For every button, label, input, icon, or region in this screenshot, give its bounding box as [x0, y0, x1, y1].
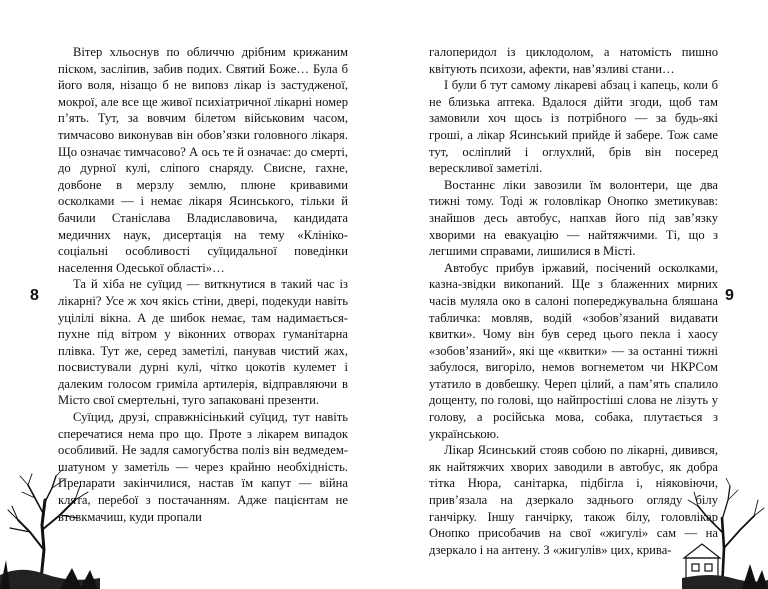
tree-and-house-sketch-icon	[682, 478, 768, 589]
paragraph: І були б тут самому лікареві абзац і капець, коли б не близька аптека. Вдалося дійти згоди, щоб там замовили хоч щось із потрібного — за будь-які гроші, а лікар Ясинський прийде й забере. Тож саме тут, осліплий і оглухлий, брів він посеред верескливої заметілі.	[429, 78, 718, 176]
page-number: 9	[725, 287, 734, 304]
paragraph: Автобус прибув іржавий, посічений осколками, казна-звідки викопаний. Ще з блаженних мирних часів муляла око в салоні попереджувальна бляшана табличка: мовляв, водій «зобов’язаний видавати квитки». Чому він був серед цього пекла і хаосу «зобов’язаний», які ще «квитки» — за останні тижні забулося, вигоріло, немов вогнеметом чи НКРСом утатило в довбешку. Череп цілий, а пам’ять спалило дощенту, по голові, що найпростіші слова не лізуть у голову, а російська мова, собака, плутається з українською.	[429, 260, 718, 441]
paragraph: Востаннє ліки завозили їм волонтери, ще два тижні тому. Тоді ж головлікар Онопко зметикував: знайшов десь автобус, напхав його під зав’язку хворими на евакуацію — найтяжчими. Ті, що з легшими справами, лишилися в Місті.	[429, 177, 718, 259]
bare-tree-sketch-icon	[0, 470, 100, 589]
left-page-text	[58, 44, 348, 525]
paragraph: галоперидол із циклодолом, а натомість пишно квітують психози, афекти, нав’язливі стани…	[429, 45, 718, 76]
paragraph: Та й хіба не суїцид — виткнутися в такий час із лікарні? Усе ж хоч якісь стіни, двері, подекуди навіть уцілілі вікна. А де шибок немає, там надимається-пухне під вітром у віконних отворах гуманітарна плівка. Тут же, серед заметілі, панував чистий жах, посвистували дурні кулі, чітко цокотів кулемет і далеким голосом гриміла артилерія, відправляючи в Місто свої смертельні, туго запаковані презенти.	[58, 277, 348, 408]
paragraph: Лікар Ясинський стояв собою по лікарні, дивився, як найтяжчих хворих заводили в автобус, як добра тітка Нюра, санітарка, підбігла і, ніяковіючи, прив’язала на дзеркало заднього огляду білу ганчірку. Іншу ганчірку, також білу, головлікар Онопко присобачив на свої «жигулі» сам — на дзеркало і на антену. З «жигулів» цих, крива-	[429, 443, 718, 557]
right-page	[384, 0, 768, 589]
paragraph: Суїцид, друзі, справжнісінький суїцид, тут навіть сперечатися нема про що. Проте з лікарем випадок особливий. Не задля самогубства поліз він ведмедем-шатуном у заметіль — через крайню необхідність. Препарати закінчилися, настав їм капут — війна клята, перебої з постачанням. Адже пацієнтам не втовкмачиш, куди пропали	[58, 410, 348, 524]
paragraph: Вітер хльоснув по обличчю дрібним крижаним піском, засліпив, забив подих. Святий Боже… Була б його воля, нізащо б не виповз лікар із застудженої, мокрої, але все ще живої психіатричної лікарні номер п’ять. Тут, за вовчим білетом військовим часом, тимчасово виконував він обов’язки головного лікаря. Що означає тимчасово? А ось те й означає: до смерті, до дурної кулі, сліпого снаряду. Свисне, гахне, довбоне в мерзлу землю, плюне кривавими осколками — і немає лікаря Ясинського, тільки й бачили Станіслава Владиславовича, кандидата медичних наук, дисертація на тему «Клініко-соціальні особливості суїцидальної поведінки населення Одеської області»…	[58, 45, 348, 275]
page-number: 8	[30, 287, 39, 304]
right-page-text	[429, 44, 718, 558]
